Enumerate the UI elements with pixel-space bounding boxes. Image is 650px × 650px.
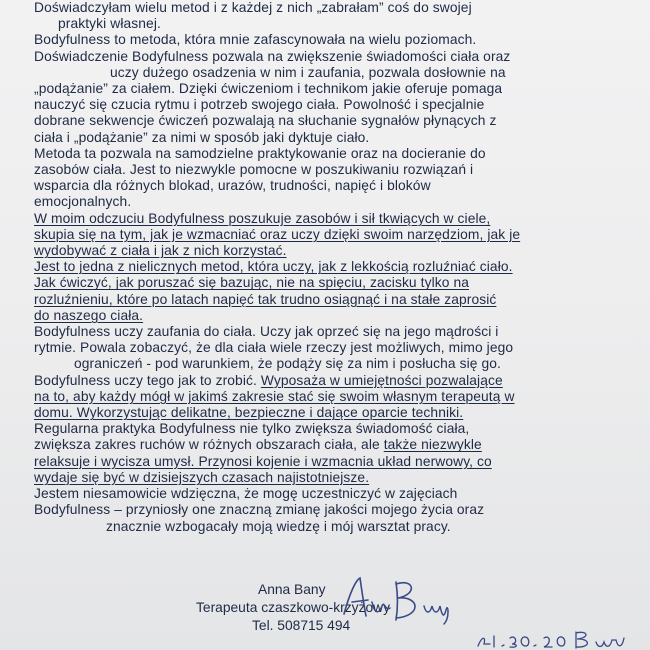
letter-line: Metoda ta pozwala na samodzielne praktykowanie oraz na docieranie do bbox=[34, 145, 486, 161]
letter-line: zasobów ciała. Jest to niezwykle pomocne w poszukiwaniu rozwiązań i bbox=[34, 162, 474, 178]
letter-line: Bodyfulness to metoda, która mnie zafascynowała na wielu poziomach. bbox=[34, 32, 477, 48]
handwritten-date-stamp bbox=[476, 626, 636, 650]
letter-sentence: zwiększa zakres ruchów w różnych obszarach ciała, ale bbox=[34, 437, 380, 453]
letter-body bbox=[34, 0, 614, 535]
letter-line: wsparcia dla różnych blokad, urazów, trudności, napięć i bloków bbox=[34, 178, 431, 194]
underlined-sentence: Wyposaża w umiejętności pozwalające bbox=[260, 372, 503, 388]
letter-line: „podążanie” za ciałem. Dzięki ćwiczeniom i technikom jakie oferuje pomaga bbox=[34, 81, 503, 97]
letter-line: Bodyfulness – przyniosły one znaczną zmianę jakości mojego życia oraz bbox=[34, 502, 485, 518]
underlined-line: rozluźnieniu, które po latach napięć tak trudno osiągnąć i na stałe zaprosić bbox=[34, 291, 497, 307]
letter-line: znacznie wzbogacały moją wiedzę i mój warsztat pracy. bbox=[106, 518, 451, 534]
letter-line: praktyki własnej. bbox=[58, 16, 161, 32]
underlined-line: W moim odczuciu Bodyfulness poszukuje zasobów i sił tkwiących w ciele, bbox=[34, 210, 491, 226]
letter-line bbox=[34, 373, 614, 389]
underlined-line: wydobywać z ciała i jak z nich korzystać. bbox=[34, 243, 287, 259]
underlined-line: na to, aby każdy mógł w jakimś zakresie stać się swoim własnym terapeutą w bbox=[34, 388, 515, 404]
underlined-line: relaksuje i wycisza umysł. Przynosi kojenie i wzmacnia układ nerwowy, co bbox=[34, 453, 492, 469]
letter-line bbox=[34, 437, 614, 453]
letter-line: uczy dużego osadzenia w nim i zaufania, pozwala dosłownie na bbox=[110, 64, 506, 80]
letter-line: Regularna praktyka Bodyfulness nie tylko zwiększa świadomość ciała, bbox=[34, 421, 470, 437]
letter-line: rytmie. Powala zobaczyć, że dla ciała wiele rzeczy jest możliwych, mimo jego bbox=[34, 340, 514, 356]
signature-role: Terapeuta czaszkowo-krzyżowy bbox=[196, 600, 390, 615]
letter-line: Doświadczenie Bodyfulness pozwala na zwiększenie świadomości ciała oraz bbox=[34, 48, 511, 64]
underlined-sentence: także niezwykle bbox=[383, 437, 482, 453]
letter-line: Bodyfulness uczy zaufania do ciała. Uczy jak oprzeć się na jego mądrości i bbox=[34, 324, 499, 340]
underlined-line: Jak ćwiczyć, jak poruszać się bazując, nie na spięciu, zacisku tylko na bbox=[34, 275, 469, 291]
letter-line: dobrane sekwencje ćwiczeń pozwalają na słuchanie sygnałów płynących z bbox=[34, 113, 497, 129]
signature-name: Anna Bany bbox=[258, 582, 326, 597]
letter-line: emocjonalnych. bbox=[34, 194, 132, 210]
underlined-line: domu. Wykorzystując delikatne, bezpieczne i dające oparcie techniki. bbox=[34, 405, 464, 421]
signature-phone: Tel. 508715 494 bbox=[252, 618, 351, 633]
letter-line: Doświadczyłam wielu metod i z każdej z nich „zabrałam” coś do swojej bbox=[34, 0, 472, 15]
letter-line: nauczyć się czucia rytmu i potrzeb swojego ciała. Powolność i specjalnie bbox=[34, 97, 485, 113]
letter-line: ciała i „podążanie” za nimi w sposób jaki dyktuje ciało. bbox=[34, 129, 370, 145]
letter-sentence: Bodyfulness uczy tego jak to zrobić. bbox=[34, 372, 257, 388]
underlined-line: wydaje się być w dzisiejszych czasach najistotniejsze. bbox=[34, 469, 370, 485]
underlined-line: Jest to jedna z nielicznych metod, która uczy, jak z lekkością rozluźniać ciało. bbox=[34, 259, 513, 275]
letter-line: ograniczeń - pod warunkiem, że podąży się za nim i posłucha się go. bbox=[74, 356, 501, 372]
handwritten-signature bbox=[340, 572, 470, 628]
underlined-line: do naszego ciała. bbox=[34, 307, 144, 323]
underlined-line: skupia się na tym, jak je wzmacniać oraz uczy dzięki swoim narzędziom, jak je bbox=[34, 226, 521, 242]
letter-line: Jestem niesamowicie wdzięczna, że mogę uczestniczyć w zajęciach bbox=[34, 486, 458, 502]
